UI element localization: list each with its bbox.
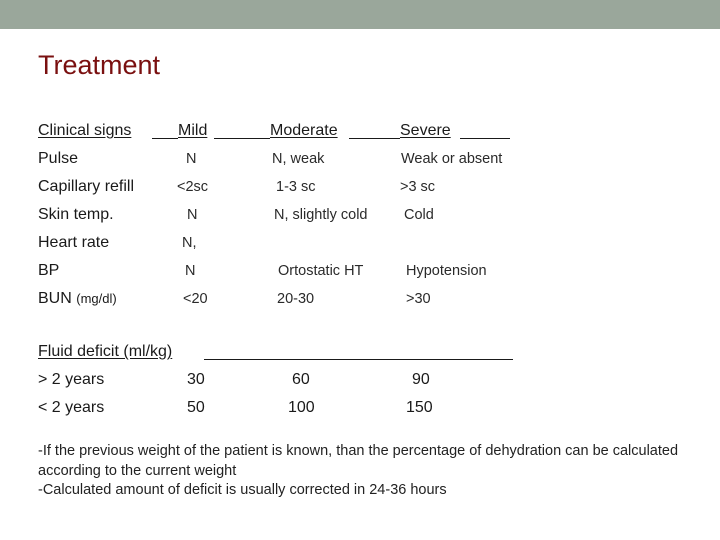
pulse-moderate: N, weak <box>272 151 325 167</box>
row-label-bun <box>38 291 117 307</box>
capillary-refill-moderate: 1-3 sc <box>276 179 316 195</box>
header-underline-tail <box>460 138 510 139</box>
header-mild: Mild <box>178 122 208 139</box>
row-label-bp: BP <box>38 262 60 279</box>
fluid-under-2-severe: 150 <box>406 399 433 416</box>
row-label-heart-rate: Heart rate <box>38 234 110 251</box>
bun-label: BUN <box>38 290 72 307</box>
fluid-row-label-over-2: > 2 years <box>38 371 105 388</box>
fluid-under-2-mild: 50 <box>187 399 205 416</box>
header-underline-gap-2 <box>214 138 270 139</box>
header-underline-gap-3 <box>349 138 400 139</box>
row-label-pulse: Pulse <box>38 150 79 167</box>
bp-severe: Hypotension <box>406 263 487 279</box>
footnote-correction: -Calculated amount of deficit is usually corrected in 24-36 hours <box>38 482 447 498</box>
bun-mild: <20 <box>183 291 208 307</box>
heart-rate-mild: N, <box>182 235 197 251</box>
pulse-mild: N <box>186 151 197 167</box>
capillary-refill-severe: >3 sc <box>400 179 436 195</box>
fluid-row-label-under-2: < 2 years <box>38 399 105 416</box>
bp-mild: N <box>185 263 196 279</box>
fluid-deficit-underline <box>204 359 513 360</box>
header-moderate: Moderate <box>270 122 338 139</box>
bun-moderate: 20-30 <box>277 291 315 307</box>
bun-severe: >30 <box>406 291 431 307</box>
row-label-skin-temp: Skin temp. <box>38 206 114 223</box>
slide-title: Treatment <box>38 50 161 80</box>
pulse-severe: Weak or absent <box>401 151 503 167</box>
capillary-refill-mild: <2sc <box>177 179 209 195</box>
footnote-weight: -If the previous weight of the patient is known, than the percentage of dehydration can be calculated according to the current weight <box>38 443 679 479</box>
top-accent-bar <box>0 0 720 29</box>
bun-unit: (mg/dl) <box>76 291 117 306</box>
header-severe: Severe <box>400 122 451 139</box>
footnotes <box>38 442 688 501</box>
skin-temp-moderate: N, slightly cold <box>274 207 368 223</box>
fluid-over-2-moderate: 60 <box>292 371 310 388</box>
row-label-capillary-refill: Capillary refill <box>38 178 135 195</box>
header-underline-gap-1 <box>152 138 178 139</box>
fluid-over-2-severe: 90 <box>412 371 430 388</box>
fluid-over-2-mild: 30 <box>187 371 205 388</box>
skin-temp-severe: Cold <box>404 207 434 223</box>
fluid-under-2-moderate: 100 <box>288 399 315 416</box>
header-clinical-signs: Clinical signs <box>38 122 132 139</box>
skin-temp-mild: N <box>187 207 198 223</box>
fluid-deficit-header: Fluid deficit (ml/kg) <box>38 343 173 360</box>
bp-moderate: Ortostatic HT <box>278 263 364 279</box>
